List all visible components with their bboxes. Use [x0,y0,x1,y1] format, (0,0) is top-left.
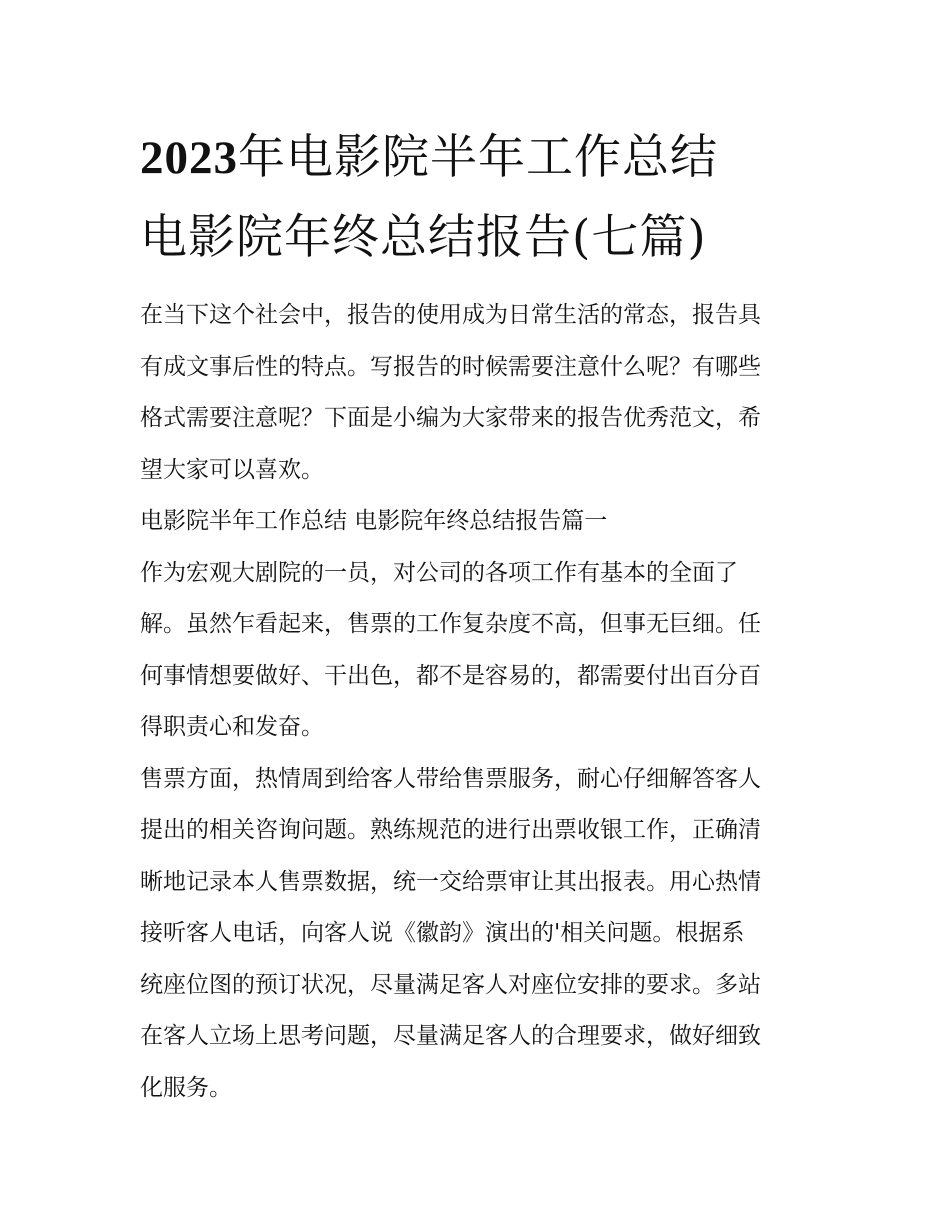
text-line: 格式需要注意呢？下面是小编为大家带来的报告优秀范文，希 [140,405,761,431]
text-line: 在当下这个社会中，报告的使用成为日常生活的常态，报告具 [140,302,761,328]
text-line: 作为宏观大剧院的一员，对公司的各项工作有基本的全面了 [140,559,738,586]
text-line: 化服务。 [140,1074,232,1101]
body-paragraph-1 [140,548,815,754]
title-year: 2023 [140,132,238,184]
text-line: 得职责心和发奋。 [140,714,324,740]
text-line: 统座位图的预订状况，尽量满足客人对座位安排的要求。多站 [140,971,761,998]
text-line: 解。虽然乍看起来，售票的工作复杂度不高，但事无巨细。任 [140,611,761,637]
text-line: 提出的相关咨询问题。熟练规范的进行出票收银工作，正确清 [140,817,761,843]
text-line: 在客人立场上思考问题，尽量满足客人的合理要求，做好细致 [140,1023,761,1049]
text-line: 晰地记录本人售票数据，统一交给票审让其出报表。用心热情 [140,868,761,895]
text-line: 有成文事后性的特点。写报告的时候需要注意什么呢？有哪些 [140,353,761,380]
section-heading [140,496,815,548]
section-heading-text: 电影院半年工作总结 电影院年终总结报告篇一 [140,508,608,534]
text-line: 何事情想要做好、干出色，都不是容易的，都需要付出百分百 [140,662,761,689]
text-line: 售票方面，热情周到给客人带给售票服务，耐心仔细解答客人 [140,765,761,792]
document-title-line-1 [140,118,815,198]
text-line: 接听客人电话，向客人说《徽韵》演出的'相关问题。根据系 [140,920,745,946]
text-line: 望大家可以喜欢。 [140,456,324,483]
body-paragraph-2 [140,754,815,1115]
intro-paragraph [140,290,815,496]
document-title-line-2: 电影院年终总结报告(七篇) [140,210,707,265]
document-page [140,118,815,1114]
title-line-1-text: 年电影院半年工作总结 [238,130,718,185]
document-body [140,290,815,1114]
